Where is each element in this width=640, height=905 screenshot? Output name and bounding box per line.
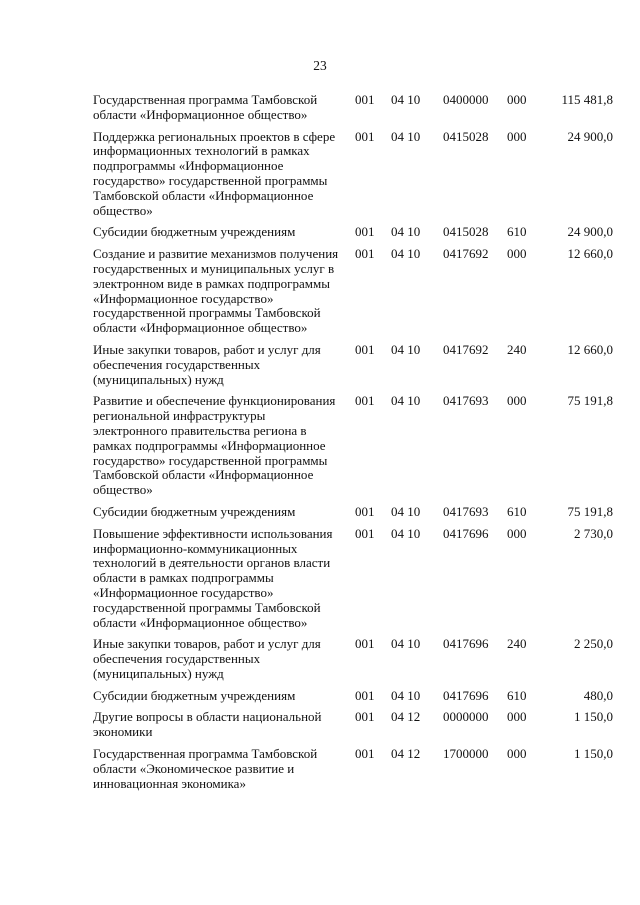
expense-type-code: 240 bbox=[507, 636, 527, 652]
row-name: Повышение эффективности использования информационно-коммуникационных технологий в деятельности органов власти области в рамках подпрограммы «Информационное государство» государственной программы Тамбовской области «Информационное общество» bbox=[93, 525, 333, 630]
section-code: 04 10 bbox=[391, 341, 421, 357]
table-row bbox=[93, 527, 613, 638]
table-row bbox=[93, 505, 613, 527]
section-code: 04 10 bbox=[391, 503, 421, 519]
amount: 75 191,8 bbox=[567, 393, 613, 409]
section-code: 04 10 bbox=[391, 687, 421, 703]
ministry-code: 001 bbox=[355, 709, 375, 725]
row-name: Другие вопросы в области национальной экономики bbox=[93, 709, 322, 740]
ministry-code: 001 bbox=[355, 92, 375, 107]
table-row bbox=[93, 130, 613, 226]
table-row bbox=[93, 247, 613, 343]
target-code: 0417693 bbox=[443, 393, 489, 409]
table-row bbox=[93, 637, 613, 688]
section-code: 04 10 bbox=[391, 224, 421, 240]
amount: 24 900,0 bbox=[567, 128, 613, 144]
amount: 12 660,0 bbox=[567, 341, 613, 357]
target-code: 0417696 bbox=[443, 687, 489, 703]
target-code: 0400000 bbox=[443, 92, 489, 107]
page-number: 23 bbox=[313, 58, 327, 73]
row-name: Развитие и обеспечение функционирования региональной инфраструктуры электронного правительства региона в рамках подпрограммы «Информационное государство» государственной программы Тамбовской области «Информационное общество» bbox=[93, 393, 336, 498]
row-name: Иные закупки товаров, работ и услуг для обеспечения государственных (муниципальных) нужд bbox=[93, 636, 321, 681]
section-code: 04 12 bbox=[391, 709, 421, 725]
row-name: Иные закупки товаров, работ и услуг для обеспечения государственных (муниципальных) нужд bbox=[93, 341, 321, 387]
row-name: Государственная программа Тамбовской области «Экономическое развитие и инновационная экономика» bbox=[93, 746, 318, 791]
section-code: 04 10 bbox=[391, 246, 421, 262]
ministry-code: 001 bbox=[355, 224, 375, 240]
amount: 1 150,0 bbox=[574, 709, 613, 725]
section-code: 04 10 bbox=[391, 393, 421, 409]
row-name: Субсидии бюджетным учреждениям bbox=[93, 687, 296, 703]
section-code: 04 10 bbox=[391, 128, 421, 144]
target-code: 0417696 bbox=[443, 525, 489, 541]
amount: 2 730,0 bbox=[574, 525, 613, 541]
expense-type-code: 240 bbox=[507, 341, 527, 357]
section-code: 04 12 bbox=[391, 746, 421, 762]
expense-type-code: 000 bbox=[507, 92, 527, 107]
target-code: 0417692 bbox=[443, 341, 489, 357]
amount: 24 900,0 bbox=[567, 224, 613, 240]
expense-type-code: 610 bbox=[507, 503, 527, 519]
amount: 480,0 bbox=[583, 687, 613, 703]
table-row bbox=[93, 93, 613, 130]
table-row bbox=[93, 394, 613, 505]
target-code: 1700000 bbox=[443, 746, 489, 762]
amount: 2 250,0 bbox=[574, 636, 613, 652]
target-code: 0415028 bbox=[443, 128, 489, 144]
expense-type-code: 000 bbox=[507, 746, 527, 762]
amount: 12 660,0 bbox=[567, 246, 613, 262]
ministry-code: 001 bbox=[355, 746, 375, 762]
target-code: 0417693 bbox=[443, 503, 489, 519]
row-name: Субсидии бюджетным учреждениям bbox=[93, 503, 296, 519]
section-code: 04 10 bbox=[391, 636, 421, 652]
budget-table bbox=[93, 93, 613, 798]
row-name: Субсидии бюджетным учреждениям bbox=[93, 224, 296, 240]
table-row bbox=[93, 710, 613, 747]
amount: 1 150,0 bbox=[574, 746, 613, 762]
section-code: 04 10 bbox=[391, 92, 421, 107]
ministry-code: 001 bbox=[355, 341, 375, 357]
expense-type-code: 000 bbox=[507, 525, 527, 541]
ministry-code: 001 bbox=[355, 393, 375, 409]
budget-table-body bbox=[93, 93, 613, 798]
expense-type-code: 000 bbox=[507, 709, 527, 725]
ministry-code: 001 bbox=[355, 503, 375, 519]
target-code: 0415028 bbox=[443, 224, 489, 240]
ministry-code: 001 bbox=[355, 687, 375, 703]
table-row bbox=[93, 225, 613, 247]
table-row bbox=[93, 689, 613, 711]
target-code: 0417696 bbox=[443, 636, 489, 652]
amount: 75 191,8 bbox=[567, 503, 613, 519]
ministry-code: 001 bbox=[355, 128, 375, 144]
ministry-code: 001 bbox=[355, 636, 375, 652]
ministry-code: 001 bbox=[355, 246, 375, 262]
table-row bbox=[93, 343, 613, 394]
target-code: 0417692 bbox=[443, 246, 489, 262]
target-code: 0000000 bbox=[443, 709, 489, 725]
section-code: 04 10 bbox=[391, 525, 421, 541]
expense-type-code: 610 bbox=[507, 687, 527, 703]
expense-type-code: 610 bbox=[507, 224, 527, 240]
expense-type-code: 000 bbox=[507, 246, 527, 262]
expense-type-code: 000 bbox=[507, 393, 527, 409]
row-name: Создание и развитие механизмов получения государственных и муниципальных услуг в электронном виде в рамках подпрограммы «Информационное государство» государственной программы Тамбовской области «Информационное общество» bbox=[93, 246, 339, 336]
row-name: Поддержка региональных проектов в сфере информационных технологий в рамках подпрограммы «Информационное государство» государственной программы Тамбовской области «Информационное общество» bbox=[93, 128, 336, 218]
row-name: Государственная программа Тамбовской области «Информационное общество» bbox=[93, 92, 318, 122]
ministry-code: 001 bbox=[355, 525, 375, 541]
amount: 115 481,8 bbox=[561, 92, 613, 107]
expense-type-code: 000 bbox=[507, 128, 527, 144]
table-row bbox=[93, 747, 613, 798]
